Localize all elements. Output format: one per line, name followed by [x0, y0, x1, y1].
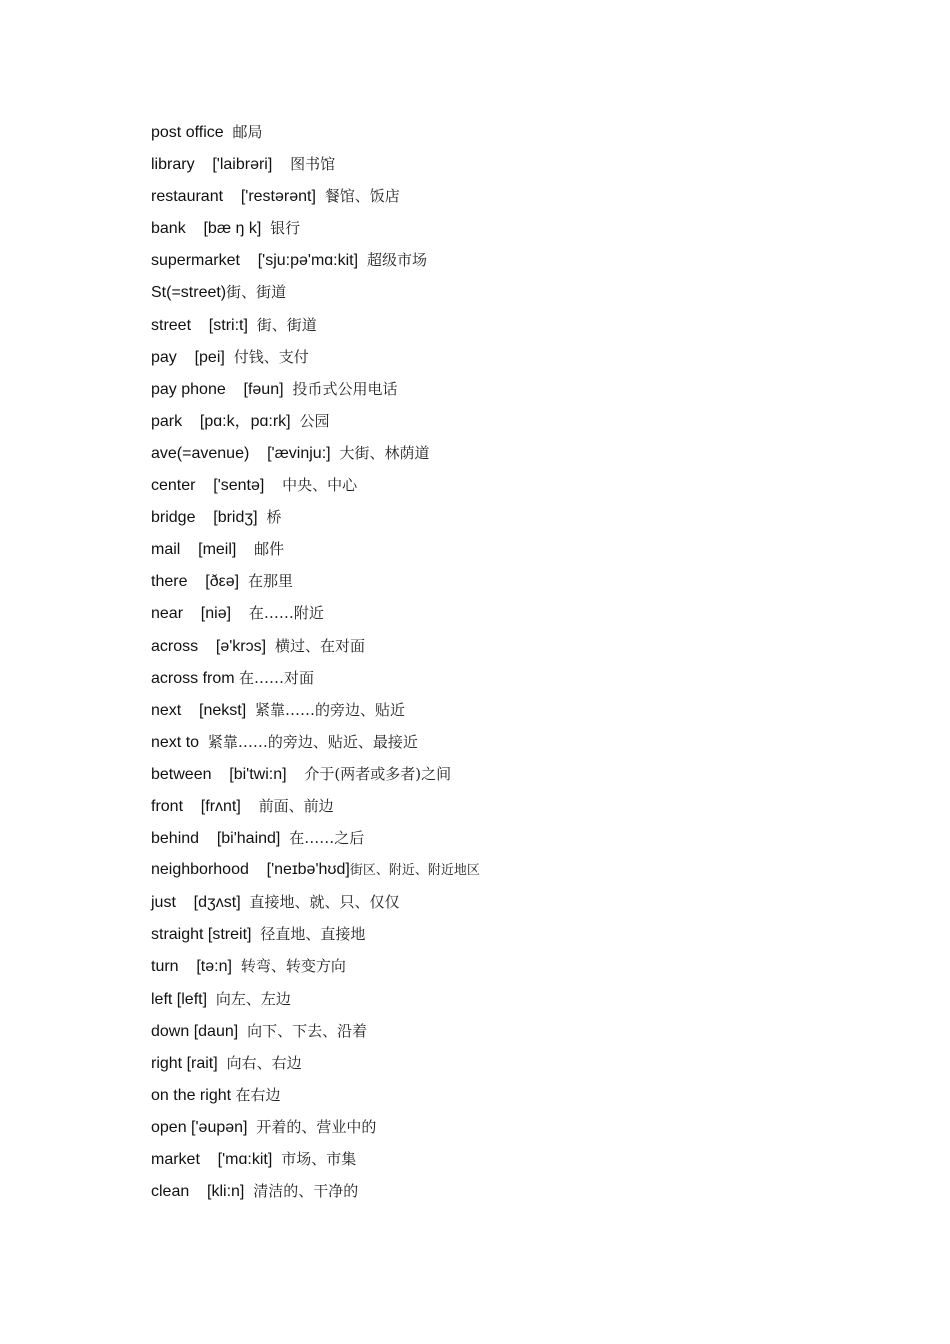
vocabulary-entry [151, 1052, 480, 1084]
entry-term: next to [151, 733, 208, 751]
entry-translation: 向右、右边 [226, 1053, 302, 1072]
entry-term: between [bi'twi:n] [151, 765, 305, 783]
entry-translation: 中央、中心 [282, 476, 358, 495]
vocabulary-entry [151, 1020, 480, 1052]
entry-translation: 邮局 [232, 123, 263, 141]
entry-translation: 直接地、就、只、仅仅 [249, 893, 400, 912]
entry-translation: 向下、下去、沿着 [247, 1021, 368, 1040]
entry-translation: 横过、在对面 [274, 636, 365, 655]
entry-translation: 紧靠……的旁边、贴近、最接近 [207, 732, 418, 751]
entry-translation: 前面、前边 [258, 796, 334, 815]
entry-term: ave(=avenue) ['ævinju:] [151, 444, 340, 462]
vocabulary-entry [151, 763, 480, 795]
vocabulary-entry [151, 410, 480, 442]
entry-term: pay phone [fəun] [151, 380, 293, 398]
entry-term: front [frʌnt] [151, 797, 259, 815]
vocabulary-entry [151, 538, 480, 570]
vocabulary-entry [151, 121, 480, 153]
entry-term: mail [meil] [151, 541, 255, 559]
entry-translation: 径直地、直接地 [260, 925, 366, 944]
entry-term: neighborhood ['neɪbə'hʊd] [151, 861, 350, 879]
entry-term: center ['sentə] [151, 477, 283, 495]
vocabulary-entry [151, 699, 480, 731]
vocabulary-entry [151, 506, 480, 538]
entry-translation: 街、街道 [256, 315, 317, 334]
vocabulary-entry [151, 731, 480, 763]
entry-translation: 街、街道 [226, 283, 287, 302]
entry-translation: 图书馆 [290, 155, 336, 174]
entry-term: clean [kli:n] [151, 1183, 254, 1201]
entry-translation: 投币式公用电话 [292, 379, 398, 398]
entry-translation: 付钱、支付 [233, 347, 309, 366]
vocabulary-entry [151, 1116, 480, 1148]
entry-translation: 邮件 [254, 540, 285, 559]
entry-translation: 银行 [270, 219, 301, 238]
entry-term: supermarket ['sju:pə'mɑ:kit] [151, 252, 367, 270]
vocabulary-entry [151, 602, 480, 634]
entry-term: open ['əupən] [151, 1118, 257, 1136]
entry-translation: 在……对面 [239, 668, 315, 687]
entry-term: on the right [151, 1086, 236, 1104]
entry-translation: 向左、左边 [215, 989, 291, 1008]
vocabulary-entry [151, 1148, 480, 1180]
entry-term: street [stri:t] [151, 316, 257, 334]
entry-term: market ['mɑ:kit] [151, 1151, 282, 1168]
vocabulary-entry [151, 346, 480, 378]
entry-term: just [dʒʌst] [151, 894, 250, 912]
entry-translation: 市场、市集 [281, 1150, 357, 1168]
entry-term: bank [bæ ŋ k] [151, 220, 271, 238]
entry-translation: 桥 [266, 508, 282, 527]
entry-term: park [pɑ:k，pɑ:rk] [151, 412, 300, 430]
vocabulary-entry [151, 378, 480, 410]
entry-term: library ['laibrəri] [151, 156, 291, 174]
vocabulary-entry [151, 891, 480, 923]
entry-translation: 介于(两者或多者)之间 [304, 764, 452, 783]
entry-translation: 公园 [299, 411, 330, 430]
entry-translation: 开着的、营业中的 [256, 1117, 377, 1136]
entry-term: pay [pei] [151, 348, 234, 366]
entry-term: St(=street) [151, 284, 227, 302]
vocabulary-entry [151, 217, 480, 249]
vocabulary-entry [151, 153, 480, 185]
entry-term: restaurant ['restərənt] [151, 188, 325, 206]
entry-translation: 在……之后 [289, 829, 365, 848]
vocabulary-entry [151, 795, 480, 827]
vocabulary-list [151, 121, 480, 1212]
entry-translation: 在右边 [235, 1085, 281, 1104]
entry-translation: 紧靠……的旁边、贴近 [255, 700, 406, 719]
entry-term: right [rait] [151, 1054, 227, 1072]
vocabulary-entry [151, 827, 480, 859]
entry-translation: 在那里 [247, 572, 293, 591]
entry-term: there [ðεə] [151, 573, 248, 591]
entry-term: bridge [bridʒ] [151, 509, 267, 527]
entry-term: across [ə'krɔs] [151, 637, 275, 655]
entry-translation: 清洁的、干净的 [253, 1182, 359, 1201]
entry-term: straight [streit] [151, 926, 261, 944]
vocabulary-entry [151, 185, 480, 217]
vocabulary-entry [151, 988, 480, 1020]
vocabulary-entry [151, 249, 480, 281]
entry-translation: 街区、附近、附近地区 [349, 863, 480, 879]
entry-term: near [niə] [151, 605, 249, 623]
vocabulary-entry [151, 859, 480, 891]
entry-translation: 餐馆、饭店 [324, 187, 400, 206]
entry-translation: 大街、林荫道 [339, 443, 430, 462]
entry-term: down [daun] [151, 1022, 248, 1040]
vocabulary-entry [151, 1084, 480, 1116]
vocabulary-entry [151, 923, 480, 955]
entry-term: across from [151, 669, 240, 687]
entry-term: post office [151, 124, 233, 141]
entry-translation: 在……附近 [248, 604, 324, 623]
entry-translation: 转弯、转变方向 [240, 957, 346, 976]
vocabulary-entry [151, 635, 480, 667]
vocabulary-entry [151, 474, 480, 506]
entry-translation: 超级市场 [366, 251, 427, 270]
entry-term: turn [tə:n] [151, 958, 241, 976]
vocabulary-entry [151, 1180, 480, 1212]
vocabulary-entry [151, 570, 480, 602]
vocabulary-entry [151, 955, 480, 987]
vocabulary-entry [151, 667, 480, 699]
entry-term: behind [bi'haind] [151, 830, 290, 848]
entry-term: left [left] [151, 990, 216, 1008]
vocabulary-entry [151, 314, 480, 346]
vocabulary-entry [151, 281, 480, 313]
vocabulary-entry [151, 442, 480, 474]
entry-term: next [nekst] [151, 701, 256, 719]
